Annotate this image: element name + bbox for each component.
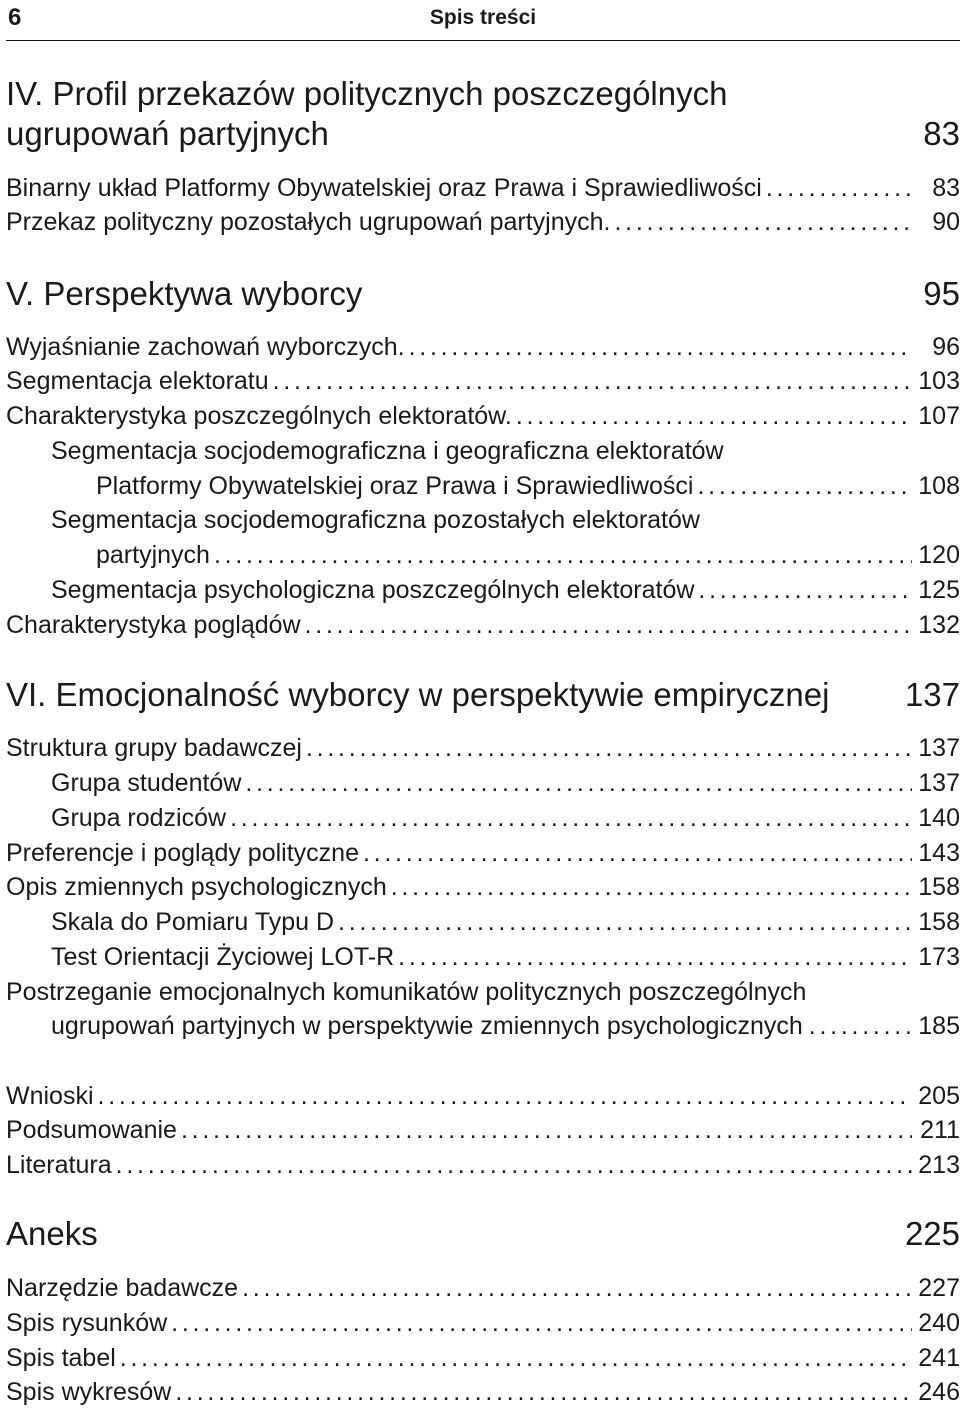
toc-entry[interactable] — [6, 1341, 960, 1375]
toc-entry[interactable] — [6, 1375, 960, 1409]
entry-page: 173 — [918, 943, 960, 971]
entry-label: Literatura — [6, 1151, 112, 1179]
toc-entry[interactable] — [6, 469, 960, 503]
dot-leader — [181, 1113, 912, 1147]
entry-page: 158 — [918, 873, 960, 901]
chapter-page: 225 — [904, 1215, 960, 1252]
dot-leader — [697, 469, 912, 503]
toc-entry[interactable] — [6, 171, 960, 205]
entry-page: 185 — [918, 1012, 960, 1040]
entry-label: ugrupowań partyjnych w perspektywie zmiennych psychologicznych — [51, 1012, 803, 1040]
entry-label: Spis rysunków — [6, 1309, 168, 1337]
toc-entry[interactable] — [6, 801, 960, 835]
entry-label: Wnioski — [6, 1082, 94, 1110]
dot-leader — [305, 608, 912, 642]
dot-leader — [98, 1079, 912, 1113]
chapter-title: VI. Emocjonalność wyborcy w perspektywie empirycznej — [6, 676, 830, 713]
dot-leader — [338, 905, 912, 939]
entry-label: Podsumowanie — [6, 1116, 177, 1144]
dot-leader — [171, 1306, 912, 1340]
toc-chapter-vi[interactable] — [6, 675, 960, 715]
entry-page: 137 — [918, 769, 960, 797]
entry-page: 103 — [918, 367, 960, 395]
entry-label-line: Postrzeganie emocjonalnych komunikatów politycznych poszczególnych — [6, 978, 807, 1006]
toc-entry[interactable] — [6, 205, 960, 239]
toc-entry[interactable] — [6, 731, 960, 765]
toc-entry[interactable] — [6, 1148, 960, 1182]
toc-entry[interactable] — [6, 1271, 960, 1305]
entry-label: Przekaz polityczny pozostałych ugrupowań partyjnych. — [6, 208, 611, 236]
entry-label: Binarny układ Platformy Obywatelskiej oraz Prawa i Sprawiedliwości — [6, 174, 762, 202]
entry-page: 96 — [932, 333, 960, 361]
entry-page: 140 — [918, 804, 960, 832]
entry-page: 108 — [918, 472, 960, 500]
entry-page: 137 — [918, 734, 960, 762]
toc-chapter-v[interactable] — [6, 274, 960, 314]
toc-entry[interactable] — [6, 766, 960, 800]
entry-page: 205 — [918, 1082, 960, 1110]
dot-leader — [409, 330, 912, 364]
chapter-title: Aneks — [6, 1215, 98, 1252]
entry-page: 241 — [918, 1344, 960, 1372]
entry-page: 213 — [918, 1151, 960, 1179]
entry-page: 90 — [932, 208, 960, 236]
toc-entry[interactable] — [6, 1306, 960, 1340]
entry-label: Grupa rodziców — [51, 804, 227, 832]
chapter-title-line: ugrupowań partyjnych — [6, 115, 329, 152]
entry-page: 246 — [918, 1378, 960, 1406]
entry-label: Skala do Pomiaru Typu D — [51, 908, 335, 936]
dot-leader — [516, 399, 912, 433]
entry-page: 158 — [918, 908, 960, 936]
entry-label: Platformy Obywatelskiej oraz Prawa i Sprawiedliwości — [96, 472, 694, 500]
entry-page: 125 — [918, 576, 960, 604]
toc-entry[interactable] — [6, 330, 960, 364]
toc-entry[interactable] — [6, 905, 960, 939]
entry-label: Spis wykresów — [6, 1378, 172, 1406]
entry-label-line: Segmentacja socjodemograficzna i geograficzna elektoratów — [51, 437, 724, 465]
entry-label: Spis tabel — [6, 1344, 116, 1372]
toc-entry[interactable] — [6, 1009, 960, 1043]
dot-leader — [175, 1375, 912, 1409]
dot-leader — [809, 1009, 910, 1043]
chapter-page: 83 — [923, 115, 960, 152]
dot-leader — [766, 171, 912, 205]
dot-leader — [363, 836, 912, 870]
running-title: Spis treści — [429, 6, 537, 29]
entry-page: 240 — [918, 1309, 960, 1337]
toc-entry[interactable] — [6, 573, 960, 607]
toc-entry[interactable] — [6, 538, 960, 572]
entry-label: Opis zmiennych psychologicznych — [6, 873, 387, 901]
entry-label: Test Orientacji Życiowej LOT-R — [51, 943, 395, 971]
entry-label: Narzędzie badawcze — [6, 1274, 239, 1302]
running-header — [6, 0, 960, 41]
chapter-title: V. Perspektywa wyborcy — [6, 275, 363, 312]
entry-label: Grupa studentów — [51, 769, 242, 797]
entry-label: Charakterystyka poglądów — [6, 611, 301, 639]
dot-leader — [273, 364, 912, 398]
entry-label: Charakterystyka poszczególnych elektoratów. — [6, 402, 512, 430]
entry-label: Wyjaśnianie zachowań wyborczych. — [6, 333, 405, 361]
dot-leader — [230, 801, 912, 835]
entry-label: Struktura grupy badawczej — [6, 734, 302, 762]
entry-page: 143 — [918, 839, 960, 867]
entry-page: 83 — [932, 174, 960, 202]
dot-leader — [306, 731, 912, 765]
dot-leader — [391, 870, 912, 904]
toc-entry[interactable] — [6, 399, 960, 433]
entry-page: 132 — [918, 611, 960, 639]
entry-page: 107 — [918, 402, 960, 430]
chapter-title-line: IV. Profil przekazów politycznych poszczególnych — [6, 75, 728, 112]
dot-leader — [698, 573, 912, 607]
toc-entry[interactable] — [6, 608, 960, 642]
toc-entry[interactable] — [6, 1079, 960, 1113]
toc-chapter-iv[interactable] — [6, 74, 960, 154]
chapter-page: 95 — [923, 275, 960, 312]
dot-leader — [214, 538, 912, 572]
dot-leader — [116, 1148, 912, 1182]
dot-leader — [120, 1341, 912, 1375]
dot-leader — [398, 940, 912, 974]
entry-label: Segmentacja psychologiczna poszczególnych elektoratów — [51, 576, 695, 604]
entry-label-line: Segmentacja socjodemograficzna pozostałych elektoratów — [51, 506, 700, 534]
entry-label: Preferencje i poglądy polityczne — [6, 839, 359, 867]
dot-leader — [242, 1271, 912, 1305]
dot-leader — [245, 766, 912, 800]
toc-entry[interactable] — [6, 1113, 960, 1147]
entry-label: partyjnych — [96, 541, 210, 569]
toc-entry[interactable] — [6, 836, 960, 870]
toc-entry[interactable] — [6, 870, 960, 904]
toc-entry[interactable] — [6, 364, 960, 398]
toc-entry[interactable] — [6, 940, 960, 974]
entry-page: 227 — [918, 1274, 960, 1302]
page-number: 6 — [8, 4, 22, 31]
entry-page: 211 — [920, 1116, 960, 1144]
entry-page: 120 — [918, 541, 960, 569]
chapter-page: 137 — [904, 676, 960, 713]
entry-label: Segmentacja elektoratu — [6, 367, 269, 395]
dot-leader — [614, 205, 912, 239]
toc-chapter-annex[interactable] — [6, 1214, 960, 1254]
